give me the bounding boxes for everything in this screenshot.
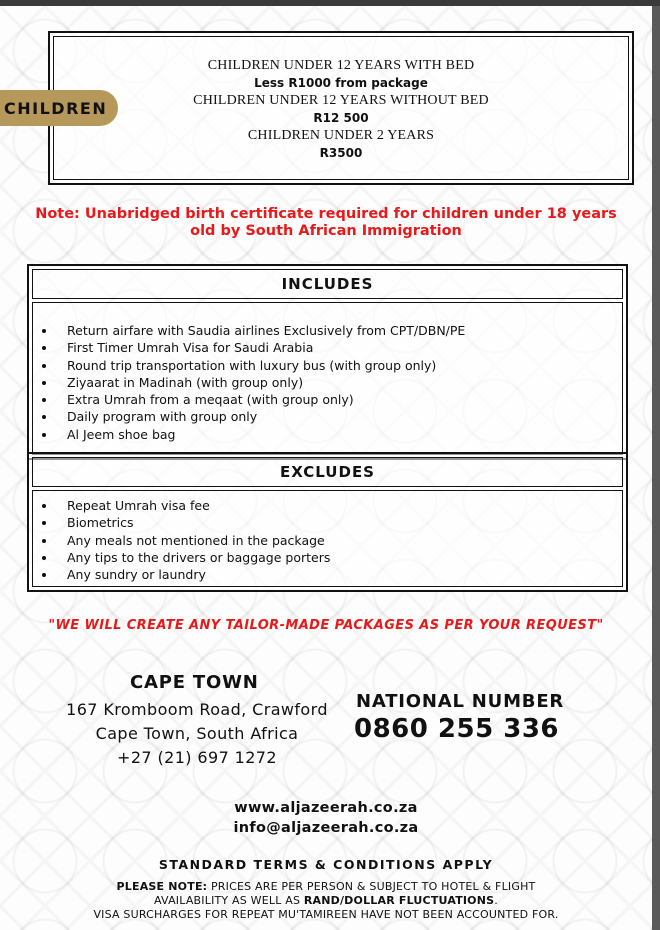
fine-print-line-2 xyxy=(0,894,652,908)
excludes-list-panel xyxy=(32,490,623,587)
children-price-1: Less R1000 from package xyxy=(254,75,428,90)
fine-print-text-2c: . xyxy=(494,893,498,907)
birth-certificate-note xyxy=(0,206,652,240)
branch-address xyxy=(58,698,336,770)
note-line-1: Note: Unabridged birth certificate required for children under 18 years xyxy=(35,206,617,222)
address-line-1: 167 Kromboom Road, Crawford xyxy=(66,700,328,719)
children-pricing-text xyxy=(50,57,632,162)
children-price-3: R3500 xyxy=(319,145,363,160)
branch-phone[interactable]: +27 (21) 697 1272 xyxy=(117,748,277,767)
fine-print-text-1: PRICES ARE PER PERSON & SUBJECT TO HOTEL & FLIGHT xyxy=(210,880,536,893)
includes-list-panel xyxy=(32,302,623,455)
children-line-1: CHILDREN UNDER 12 YEARS WITH BED xyxy=(207,58,475,73)
brochure-page xyxy=(0,6,652,930)
fine-print-line-3: VISA SURCHARGES FOR REPEAT MU'TAMIREEN HAVE NOT BEEN ACCOUNTED FOR. xyxy=(93,907,559,921)
list-item: Ziyaarat in Madinah (with group only) xyxy=(39,374,465,391)
viewer-scrollbar[interactable] xyxy=(652,6,660,930)
fine-print xyxy=(0,880,652,921)
website-link[interactable]: www.aljazeerah.co.za xyxy=(234,800,418,816)
excludes-title: EXCLUDES xyxy=(280,463,375,481)
children-price-2: R12 500 xyxy=(313,110,369,125)
list-item: Daily program with group only xyxy=(39,408,465,425)
children-section-tab xyxy=(0,90,118,126)
excludes-box xyxy=(27,452,628,592)
fine-print-text-2b: RAND/DOLLAR FLUCTUATIONS xyxy=(303,893,495,907)
national-number[interactable]: 0860 255 336 xyxy=(354,714,560,744)
list-item: Repeat Umrah visa fee xyxy=(39,497,330,514)
children-line-2: CHILDREN UNDER 12 YEARS WITHOUT BED xyxy=(193,93,489,108)
list-item: Round trip transportation with luxury bus (with group only) xyxy=(39,357,465,374)
list-item: First Timer Umrah Visa for Saudi Arabia xyxy=(39,339,465,356)
terms-heading: STANDARD TERMS & CONDITIONS APPLY xyxy=(158,857,494,872)
excludes-header xyxy=(32,457,623,487)
children-tab-label: CHILDREN xyxy=(4,98,108,118)
includes-header xyxy=(32,269,623,299)
includes-list xyxy=(39,322,465,443)
includes-box xyxy=(27,264,628,460)
list-item: Al Jeem shoe bag xyxy=(39,426,465,443)
list-item: Return airfare with Saudia airlines Exclusively from CPT/DBN/PE xyxy=(39,322,465,339)
fine-print-line-1 xyxy=(0,880,652,894)
list-item: Any sundry or laundry xyxy=(39,566,330,583)
list-item: Biometrics xyxy=(39,514,330,531)
list-item: Any tips to the drivers or baggage porters xyxy=(39,549,330,566)
children-line-3: CHILDREN UNDER 2 YEARS xyxy=(247,128,435,143)
note-line-2: old by South African Immigration xyxy=(190,223,462,239)
branch-city-title: CAPE TOWN xyxy=(130,672,259,693)
includes-title: INCLUDES xyxy=(281,275,374,293)
email-link[interactable]: info@aljazeerah.co.za xyxy=(233,820,419,836)
list-item: Any meals not mentioned in the package xyxy=(39,532,330,549)
fine-print-text-2a: AVAILABILITY AS WELL AS xyxy=(154,893,301,907)
children-pricing-box xyxy=(48,31,634,185)
contact-links xyxy=(0,798,652,838)
excludes-list xyxy=(39,497,330,583)
fine-print-label: PLEASE NOTE: xyxy=(116,880,208,893)
list-item: Extra Umrah from a meqaat (with group only) xyxy=(39,391,465,408)
tailor-made-banner: "WE WILL CREATE ANY TAILOR-MADE PACKAGES AS PER YOUR REQUEST" xyxy=(48,618,604,633)
national-number-label: NATIONAL NUMBER xyxy=(356,691,565,712)
address-line-2: Cape Town, South Africa xyxy=(95,724,299,743)
